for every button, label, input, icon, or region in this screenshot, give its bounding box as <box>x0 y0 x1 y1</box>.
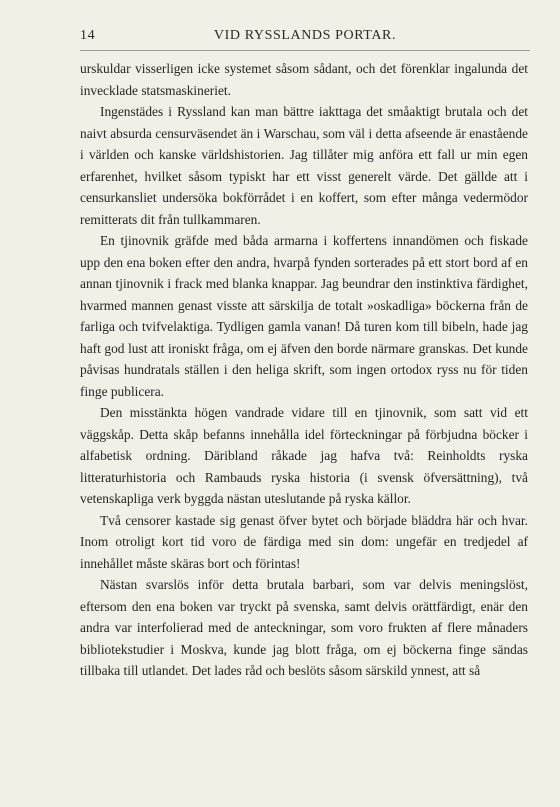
page-number: 14 <box>80 28 96 43</box>
paragraph: Ingenstädes i Ryssland kan man bättre iakttaga det småaktigt brutala och det naivt absurda censurväsendet än i Warschau, som väl i detta afseende är enastående i världen och kanske världshistorien. Jag tillåter mig anföra ett fall ur min egen erfarenhet, hvilket såsom typiskt har ett visst generelt värde. Det gällde att i censurkansliet undersöka bokförrådet i en koffert, som efter många vedermödor remitterats dit från tullkammaren. <box>80 104 528 227</box>
body-text <box>80 58 528 682</box>
running-head <box>80 28 530 48</box>
paragraph: En tjinovnik gräfde med båda armarna i koffertens innandömen och fiskade upp den ena boken efter den andra, hvarpå fynden sorterades på ett stort bord af en annan tjinovnik i frack med blanka knappar. Jag beundrar den instinktiva färdighet, hvarmed mannen genast visste att särskilja de totalt »oskadliga» böckerna från de farliga och tvifvelaktiga. Tydligen gamla vanan! Då turen kom till bibeln, hade jag haft god lust att ironiskt fråga, om ej äfven den borde närmare granskas. Det kunde påvisas hundratals ställen i den heliga skrift, som ingen ortodox ryss nu för tiden finge publicera. <box>80 233 528 399</box>
paragraph: Den misstänkta högen vandrade vidare till en tjinovnik, som satt vid ett väggskåp. Detta skåp befanns innehålla idel förteckningar på förbjudna böcker i alfabetisk ordning. Däribland råkade jag hafva två: Reinholdts ryska litteraturhistoria och Rambauds ryska historia (i svensk öfversättning), två vetenskapliga verk byggda nästan uteslutande på ryska källor. <box>80 405 528 506</box>
header-rule <box>80 50 530 51</box>
paragraph: Nästan svarslös inför detta brutala barbari, som var delvis meningslöst, eftersom den ena boken var tryckt på svenska, samt delvis orättfärdigt, enär den andra var interfolierad med de anteckningar, som voro frukten af flere månaders bibliotekstudier i Moskva, kunde jag blott fråga, om ej böckerna finge sändas tillbaka till utlandet. Det lades råd och beslöts såsom särskild ynnest, att så <box>80 577 528 678</box>
paragraph: Två censorer kastade sig genast öfver bytet och började bläddra här och hvar. Inom otroligt kort tid voro de färdiga med sin dom: ungefär en tredjedel af innehållet måste skäras bort och förintas! <box>80 512 528 571</box>
running-title: VID RYSSLANDS PORTAR. <box>213 28 397 43</box>
paragraph: urskuldar visserligen icke systemet såsom sådant, och det förenklar ingalunda det invecklade statsmaskineriet. <box>80 61 528 98</box>
